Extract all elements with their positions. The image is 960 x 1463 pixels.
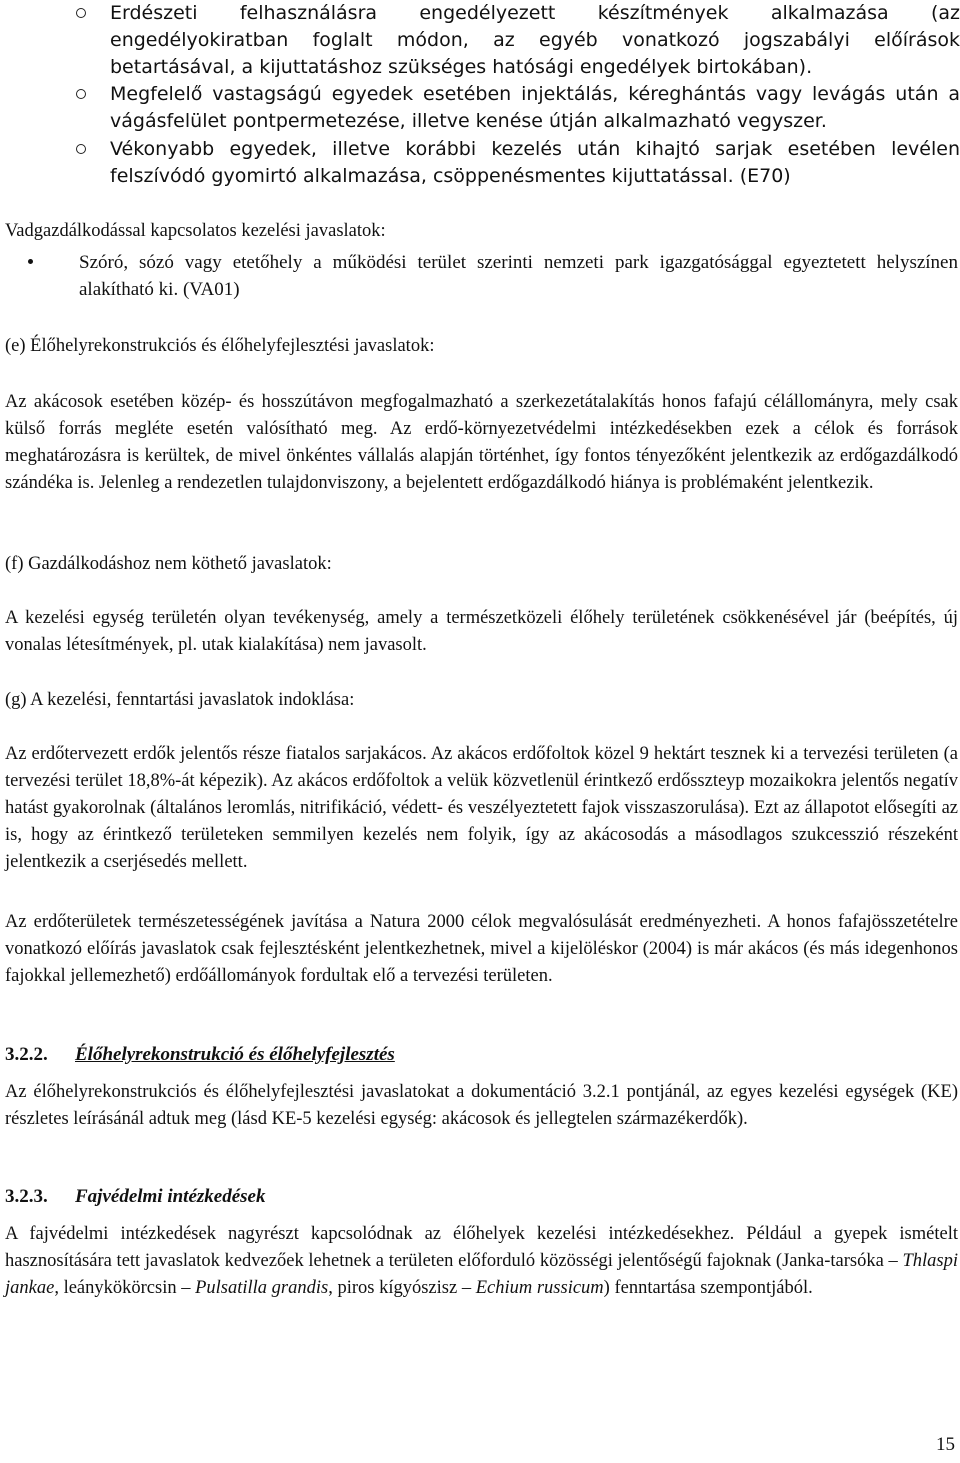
section-322-paragraph: Az élőhelyrekonstrukciós és élőhelyfejlesztési javaslatokat a dokumentáció 3.2.1 pontjánál, az egyes kezelési egységek (KE) részletes leírásánál adtuk meg (lásd KE-5 kezelési egység: akácosok és jellegtelen származékerdők). [5, 1082, 958, 1129]
list-item-text: Megfelelő vastagságú egyedek esetében injektálás, kéreghántás vagy levágás után a vágásfelület pontpermetezése, illetve kenése útján alkalmazható vegyszer. [110, 83, 960, 132]
circle-bullet-icon [76, 8, 86, 18]
list-item [5, 249, 958, 303]
section-number: 3.2.3. [5, 1186, 48, 1207]
section-e-paragraph: Az akácosok esetében közép- és hosszútávon megfogalmazható a szerkezetátalakítás honos fafajú célállományra, mely csak külső forrás megléte esetén valósítható meg. Az erdő-környezetvédelmi intézkedésekben ezek a célok és források meghatározásra is kerültek, de mivel önkéntes vállalás alapján történhet, így fontos tényezőként jelentkezik az erdőgazdálkodó szándéka is. Jelenleg a rendezetlen tulajdonviszony, a bejelentett erdőgazdálkodó hiánya is problémaként jelentkezik. [5, 392, 958, 493]
section-title: Élőhelyrekonstrukció és élőhelyfejlesztés [75, 1044, 395, 1065]
section-322-heading [5, 1041, 395, 1068]
list-item-text: Erdészeti felhasználásra engedélyezett készítmények alkalmazása (az engedélyokiratban foglalt módon, az egyéb vonatkozó jogszabályi előírások betartásával, a kijuttatáshoz szükséges hatósági engedélyek birtokában). [110, 2, 960, 78]
list-item-text: Vékonyabb egyedek, illetve korábbi kezelés után kihajtó sarjak esetében levélen felszívódó gyomirtó alkalmazása, csöppenésmentes kijuttatással. (E70) [110, 138, 960, 187]
section-title: Fajvédelmi intézkedések [75, 1186, 266, 1207]
text-run: , leánykökörcsin – [54, 1278, 196, 1298]
page-number: 15 [936, 1434, 955, 1455]
section-f-paragraph: A kezelési egység területén olyan tevékenység, amely a természetközeli élőhely területének csökkenésével jár (beépítés, új vonalas létesítmények, pl. utak kialakítása) nem javasolt. [5, 608, 958, 655]
section-f-heading: (f) Gazdálkodáshoz nem köthető javaslatok: [5, 554, 332, 574]
species-name: Echium russicum [475, 1278, 604, 1298]
section-g-paragraph-1: Az erdőtervezett erdők jelentős része fiatalos sarjakácos. Az akácos erdőfoltok közel 9 hektárt tesznek ki a tervezési területen (a tervezési terület 18,8%-át képezik). Az akácos erdőfoltok a velük közvetlenül érintkező erdősszteyp mozaikokra jelentős negatív hatást gyakorolnak (általános leromlás, nitrifikáció, védett- és veszélyeztetett fajok visszaszorulása). Ezt az állapotot elősegíti az is, hogy az érintkező területeken semmilyen kezelés nem folyik, így az akácosodás a másodlagos szukcesszió részeként jelentkezik a cserjésedés mellett. [5, 744, 958, 872]
list-item-text: Szóró, sózó vagy etetőhely a működési terület szerinti nemzeti park igazgatósággal egyeztetett helyszínen alakítható ki. (VA01) [79, 252, 958, 300]
text-run: ) fenntartása szempontjából. [603, 1278, 813, 1298]
text-run: A fajvédelmi intézkedések nagyrészt kapcsolódnak az élőhelyek kezelési intézkedésekhez. Például a gyepek ismételt hasznosítására tett javaslatok kedvezőek lehetnek a területen előforduló közösségi jelentőségű fajoknak (Janka-tarsóka – [5, 1224, 958, 1271]
circle-bullet-icon [76, 89, 86, 99]
vadgazd-heading: Vadgazdálkodással kapcsolatos kezelési javaslatok: [5, 221, 386, 241]
section-e-heading: (e) Élőhelyrekonstrukciós és élőhelyfejlesztési javaslatok: [5, 336, 435, 356]
species-name: Pulsatilla grandis [195, 1278, 329, 1298]
list-item [70, 0, 960, 81]
section-323-heading [5, 1183, 265, 1210]
circle-bullet-icon [76, 144, 86, 154]
section-g-paragraph-2: Az erdőterületek természetességének javítása a Natura 2000 célok megvalósulását eredményezheti. A honos fafajösszetételre vonatkozó előírás javaslatok csak fejlesztésként jelentkezhetnek, mivel a kijelöléskor (2004) is már akácos (és más idegenhonos fajokkal jellemezhető) erdőállományok fordultak elő a tervezési területen. [5, 912, 958, 986]
text-run: , piros kígyószisz – [328, 1278, 476, 1298]
list-item [70, 136, 960, 190]
section-number: 3.2.2. [5, 1044, 48, 1065]
species-name: Thlaspi jankae [5, 1251, 958, 1298]
section-323-paragraph [5, 1221, 958, 1302]
list-item [70, 81, 960, 135]
section-g-heading: (g) A kezelési, fenntartási javaslatok indoklása: [5, 690, 355, 710]
dot-bullet-icon [28, 259, 33, 264]
